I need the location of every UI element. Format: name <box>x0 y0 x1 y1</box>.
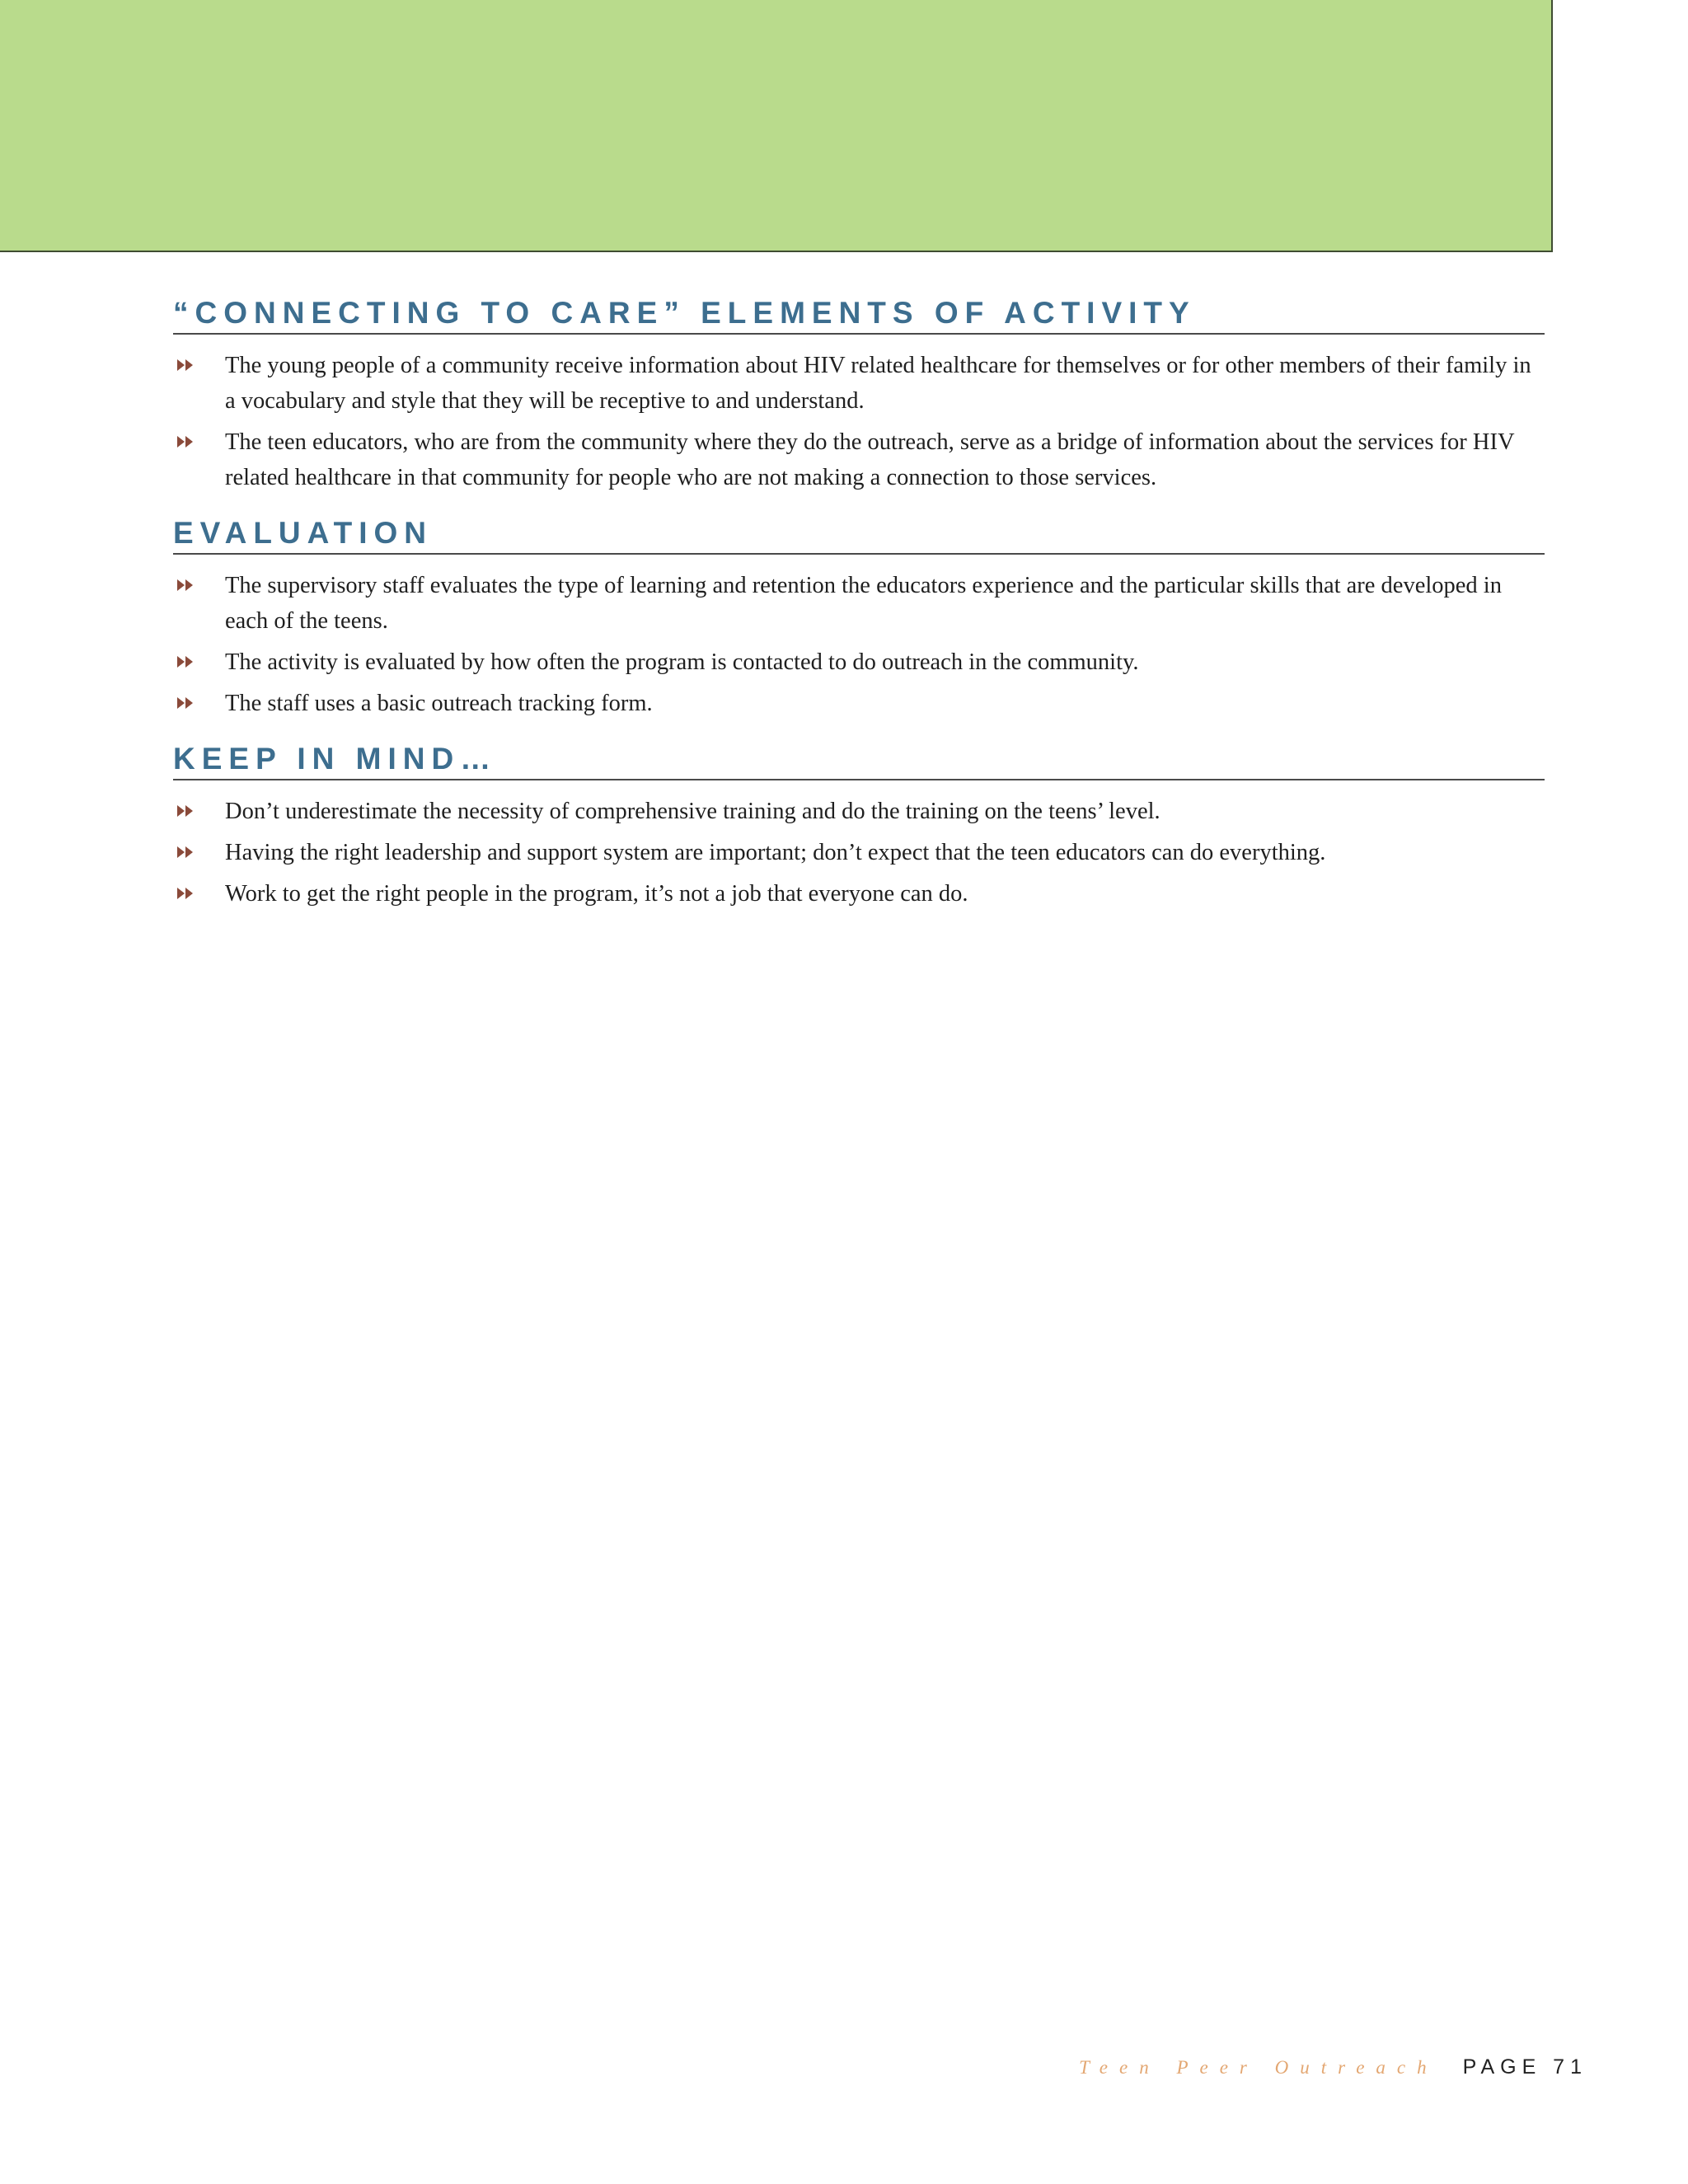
double-chevron-bullet-icon <box>176 430 195 453</box>
section-connecting-to-care <box>173 295 1545 495</box>
list-item <box>173 644 1545 680</box>
double-chevron-bullet-icon <box>176 650 195 673</box>
bullet-list <box>173 568 1545 721</box>
header-color-band <box>0 0 1553 252</box>
list-item-text: Having the right leadership and support system are important; don’t expect that the teen educators can do everything. <box>225 840 1326 865</box>
page-content <box>173 295 1545 931</box>
double-chevron-bullet-icon <box>176 799 195 823</box>
double-chevron-bullet-icon <box>176 691 195 715</box>
list-item <box>173 794 1545 829</box>
section-keep-in-mind <box>173 741 1545 912</box>
bullet-list <box>173 794 1545 912</box>
list-item <box>173 876 1545 912</box>
list-item-text: Don’t underestimate the necessity of comprehensive training and do the training on the teens’ level. <box>225 799 1160 824</box>
list-item <box>173 348 1545 419</box>
list-item <box>173 835 1545 870</box>
list-item-text: The activity is evaluated by how often the program is contacted to do outreach in the community. <box>225 649 1139 675</box>
footer-publication-title: Teen Peer Outreach <box>1079 2057 1438 2078</box>
section-heading: EVALUATION <box>173 515 1545 555</box>
list-item-text: The staff uses a basic outreach tracking form. <box>225 691 653 716</box>
list-item <box>173 568 1545 639</box>
double-chevron-bullet-icon <box>176 841 195 864</box>
bullet-list <box>173 348 1545 495</box>
double-chevron-bullet-icon <box>176 574 195 597</box>
footer-page-number: PAGE 71 <box>1462 2055 1587 2079</box>
page-footer <box>1079 2055 1587 2079</box>
list-item-text: Work to get the right people in the program, it’s not a job that everyone can do. <box>225 881 968 907</box>
list-item-text: The supervisory staff evaluates the type of learning and retention the educators experience and the particular skills that are developed in each of the teens. <box>225 573 1502 634</box>
section-heading: “CONNECTING TO CARE” ELEMENTS OF ACTIVITY <box>173 295 1545 335</box>
section-evaluation <box>173 515 1545 721</box>
double-chevron-bullet-icon <box>176 882 195 905</box>
section-heading: KEEP IN MIND… <box>173 741 1545 780</box>
list-item-text: The young people of a community receive information about HIV related healthcare for themselves or for other members of their family in a vocabulary and style that they will be receptive to and understand. <box>225 353 1531 414</box>
double-chevron-bullet-icon <box>176 354 195 377</box>
list-item-text: The teen educators, who are from the community where they do the outreach, serve as a bridge of information about the services for HIV related healthcare in that community for people who are not making a connection to those services. <box>225 429 1515 490</box>
list-item <box>173 686 1545 721</box>
list-item <box>173 424 1545 495</box>
